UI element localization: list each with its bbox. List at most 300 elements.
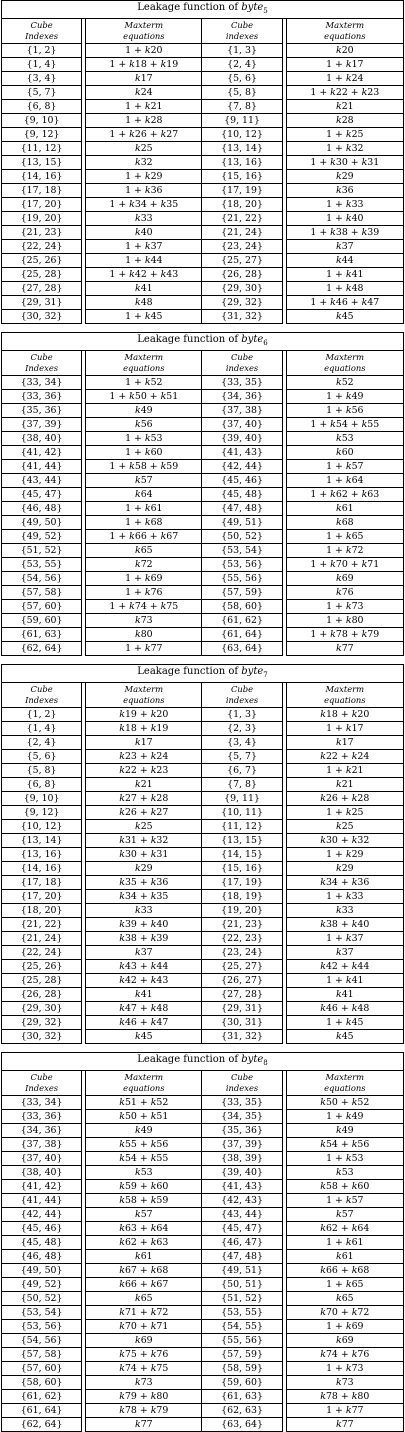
maxterm-equation-cell: 1 + k72: [286, 544, 403, 558]
maxterm-equation-cell: k58 + k59: [86, 1194, 202, 1208]
table-row: [2, 1292, 404, 1306]
table-row: [2, 100, 404, 114]
table-title: [2, 1053, 404, 1071]
cube-index-cell: {13, 15}: [202, 834, 282, 848]
table-row: [2, 848, 404, 862]
cube-index-cell: {58, 60}: [202, 600, 282, 614]
table-row: [2, 1376, 404, 1390]
maxterm-equation-cell: k46 + k48: [286, 1002, 403, 1016]
maxterm-equation-cell: k69: [86, 1334, 202, 1348]
header-cube-indexes-left: Cube Indexes: [2, 1071, 82, 1096]
cube-index-cell: {19, 20}: [202, 904, 282, 918]
table-title: [2, 1, 404, 19]
header-cube-indexes-right: Cube indexes: [202, 683, 282, 708]
cube-index-cell: {47, 48}: [202, 1250, 282, 1264]
table-row: [2, 1348, 404, 1362]
maxterm-equation-cell: k22 + k24: [286, 750, 403, 764]
table-title-row: [2, 1053, 404, 1071]
maxterm-equation-cell: 1 + k18 + k19: [86, 58, 202, 72]
cube-index-cell: {45, 48}: [2, 1236, 82, 1250]
cube-index-cell: {30, 32}: [2, 310, 82, 324]
table-row: [2, 198, 404, 212]
table-row: [2, 446, 404, 460]
cube-index-cell: {25, 27}: [202, 254, 282, 268]
maxterm-equation-cell: 1 + k41: [286, 974, 403, 988]
table-row: [2, 128, 404, 142]
maxterm-equation-cell: 1 + k53: [286, 1152, 403, 1166]
maxterm-equation-cell: k37: [286, 240, 403, 254]
maxterm-equation-cell: 1 + k70 + k71: [286, 558, 403, 572]
maxterm-equation-cell: k40: [86, 226, 202, 240]
maxterm-equation-cell: 1 + k62 + k63: [286, 488, 403, 502]
maxterm-equation-cell: 1 + k45: [86, 310, 202, 324]
maxterm-equation-cell: k45: [86, 1030, 202, 1044]
table-row: [2, 460, 404, 474]
maxterm-equation-cell: k69: [286, 572, 403, 586]
table-row: [2, 736, 404, 750]
table-row: [2, 1222, 404, 1236]
maxterm-equation-cell: 1 + k32: [286, 142, 403, 156]
cube-index-cell: {47, 48}: [202, 502, 282, 516]
cube-index-cell: {49, 50}: [2, 1264, 82, 1278]
maxterm-equation-cell: 1 + k50 + k51: [86, 390, 202, 404]
maxterm-equation-cell: 1 + k28: [86, 114, 202, 128]
table-row: [2, 58, 404, 72]
maxterm-equation-cell: k31 + k32: [86, 834, 202, 848]
maxterm-equation-cell: k49: [86, 404, 202, 418]
table-row: [2, 1030, 404, 1044]
maxterm-equation-cell: k64: [86, 488, 202, 502]
table-row: [2, 310, 404, 324]
table-row: [2, 516, 404, 530]
cube-index-cell: {41, 43}: [202, 1180, 282, 1194]
maxterm-equation-cell: k70 + k72: [286, 1306, 403, 1320]
maxterm-equation-cell: k49: [86, 1124, 202, 1138]
maxterm-equation-cell: 1 + k65: [286, 1278, 403, 1292]
cube-index-cell: {51, 52}: [202, 1292, 282, 1306]
table-row: [2, 1138, 404, 1152]
cube-index-cell: {61, 62}: [2, 1390, 82, 1404]
cube-index-cell: {39, 40}: [202, 432, 282, 446]
maxterm-equation-cell: k74 + k76: [286, 1348, 403, 1362]
header-maxterm-equations-right: Maxterm equations: [286, 19, 403, 44]
maxterm-equation-cell: k36: [286, 184, 403, 198]
maxterm-equation-cell: k18 + k20: [286, 708, 403, 722]
maxterm-equation-cell: k49: [286, 1124, 403, 1138]
cube-index-cell: {41, 44}: [2, 1194, 82, 1208]
maxterm-equation-cell: 1 + k61: [86, 502, 202, 516]
leakage-tables-page: [1, 0, 404, 1432]
table-row: [2, 1404, 404, 1418]
cube-index-cell: {62, 64}: [2, 642, 82, 656]
cube-index-cell: {5, 8}: [2, 764, 82, 778]
cube-index-cell: {53, 56}: [2, 1320, 82, 1334]
maxterm-equation-cell: k45: [286, 310, 403, 324]
maxterm-equation-cell: k41: [86, 282, 202, 296]
table-row: [2, 1390, 404, 1404]
maxterm-equation-cell: k61: [286, 502, 403, 516]
maxterm-equation-cell: k57: [86, 474, 202, 488]
cube-index-cell: {17, 20}: [2, 890, 82, 904]
table-row: [2, 820, 404, 834]
cube-index-cell: {37, 38}: [202, 404, 282, 418]
table-row: [2, 1208, 404, 1222]
maxterm-equation-cell: 1 + k29: [86, 170, 202, 184]
maxterm-equation-cell: k50 + k51: [86, 1110, 202, 1124]
maxterm-equation-cell: k21: [286, 100, 403, 114]
table-title-sub: 5: [263, 7, 268, 15]
table-row: [2, 862, 404, 876]
cube-index-cell: {5, 7}: [2, 86, 82, 100]
table-row: [2, 1418, 404, 1432]
cube-index-cell: {15, 16}: [202, 862, 282, 876]
table-row: [2, 488, 404, 502]
cube-index-cell: {25, 28}: [2, 268, 82, 282]
table-row: [2, 1016, 404, 1030]
maxterm-equation-cell: k42 + k44: [286, 960, 403, 974]
cube-index-cell: {49, 52}: [2, 1278, 82, 1292]
cube-index-cell: {13, 16}: [2, 848, 82, 862]
maxterm-equation-cell: k54 + k55: [86, 1152, 202, 1166]
maxterm-equation-cell: 1 + k60: [86, 446, 202, 460]
maxterm-equation-cell: k55 + k56: [86, 1138, 202, 1152]
table-row: [2, 1320, 404, 1334]
cube-index-cell: {34, 35}: [202, 1110, 282, 1124]
table-row: [2, 764, 404, 778]
cube-index-cell: {14, 16}: [2, 862, 82, 876]
maxterm-equation-cell: k29: [86, 862, 202, 876]
maxterm-equation-cell: k77: [286, 642, 403, 656]
table-row: [2, 876, 404, 890]
cube-index-cell: {53, 54}: [2, 1306, 82, 1320]
table-row: [2, 628, 404, 642]
cube-index-cell: {33, 36}: [2, 390, 82, 404]
cube-index-cell: {33, 36}: [2, 1110, 82, 1124]
maxterm-equation-cell: 1 + k25: [286, 806, 403, 820]
table-title-var: byte: [241, 2, 264, 13]
table-row: [2, 86, 404, 100]
maxterm-equation-cell: k43 + k44: [86, 960, 202, 974]
maxterm-equation-cell: k38 + k40: [286, 918, 403, 932]
maxterm-equation-cell: 1 + k78 + k79: [286, 628, 403, 642]
maxterm-equation-cell: k79 + k80: [86, 1390, 202, 1404]
header-maxterm-equations-left: Maxterm equations: [86, 351, 202, 376]
maxterm-equation-cell: k21: [86, 778, 202, 792]
leakage-table: [1, 1052, 404, 1432]
maxterm-equation-cell: 1 + k46 + k47: [286, 296, 403, 310]
cube-index-cell: {42, 44}: [2, 1208, 82, 1222]
cube-index-cell: {61, 64}: [202, 628, 282, 642]
cube-index-cell: {43, 44}: [202, 1208, 282, 1222]
cube-index-cell: {26, 28}: [202, 268, 282, 282]
cube-index-cell: {29, 30}: [2, 1002, 82, 1016]
cube-index-cell: {9, 10}: [2, 792, 82, 806]
header-maxterm-equations-left: Maxterm equations: [86, 19, 202, 44]
maxterm-equation-cell: k66 + k68: [286, 1264, 403, 1278]
table-title-var: byte: [241, 334, 264, 345]
cube-index-cell: {30, 32}: [2, 1030, 82, 1044]
cube-index-cell: {38, 40}: [2, 1166, 82, 1180]
maxterm-equation-cell: k25: [86, 820, 202, 834]
cube-index-cell: {21, 22}: [202, 212, 282, 226]
maxterm-equation-cell: k47 + k48: [86, 1002, 202, 1016]
table-row: [2, 240, 404, 254]
table-row: [2, 1180, 404, 1194]
maxterm-equation-cell: k58 + k60: [286, 1180, 403, 1194]
maxterm-equation-cell: 1 + k53: [86, 432, 202, 446]
maxterm-equation-cell: k69: [286, 1334, 403, 1348]
cube-index-cell: {22, 24}: [2, 240, 82, 254]
maxterm-equation-cell: k66 + k67: [86, 1278, 202, 1292]
cube-index-cell: {9, 11}: [202, 792, 282, 806]
maxterm-equation-cell: 1 + k21: [286, 764, 403, 778]
cube-index-cell: {38, 39}: [202, 1152, 282, 1166]
cube-index-cell: {6, 8}: [2, 778, 82, 792]
cube-index-cell: {61, 63}: [202, 1390, 282, 1404]
maxterm-equation-cell: k33: [86, 904, 202, 918]
cube-index-cell: {17, 18}: [2, 876, 82, 890]
maxterm-equation-cell: k21: [286, 778, 403, 792]
maxterm-equation-cell: k76: [286, 586, 403, 600]
maxterm-equation-cell: 1 + k42 + k43: [86, 268, 202, 282]
maxterm-equation-cell: k30 + k32: [286, 834, 403, 848]
cube-index-cell: {63, 64}: [202, 1418, 282, 1432]
table-title-var: byte: [241, 1054, 264, 1065]
cube-index-cell: {17, 18}: [2, 184, 82, 198]
cube-index-cell: {41, 42}: [2, 1180, 82, 1194]
table-title-prefix: Leakage function of: [137, 666, 239, 677]
cube-index-cell: {3, 4}: [202, 736, 282, 750]
table-title-prefix: Leakage function of: [137, 2, 239, 13]
cube-index-cell: {6, 7}: [202, 764, 282, 778]
table-row: [2, 404, 404, 418]
maxterm-equation-cell: k37: [286, 946, 403, 960]
maxterm-equation-cell: 1 + k37: [286, 932, 403, 946]
maxterm-equation-cell: 1 + k45: [286, 1016, 403, 1030]
cube-index-cell: {58, 60}: [2, 1376, 82, 1390]
header-cube-indexes-right: Cube indexes: [202, 1071, 282, 1096]
cube-index-cell: {25, 26}: [2, 254, 82, 268]
cube-index-cell: {57, 58}: [2, 1348, 82, 1362]
cube-index-cell: {37, 38}: [2, 1138, 82, 1152]
maxterm-equation-cell: 1 + k77: [286, 1404, 403, 1418]
table-row: [2, 946, 404, 960]
maxterm-equation-cell: k71 + k72: [86, 1306, 202, 1320]
maxterm-equation-cell: k62 + k64: [286, 1222, 403, 1236]
table-title: [2, 665, 404, 683]
maxterm-equation-cell: k62 + k63: [86, 1236, 202, 1250]
cube-index-cell: {33, 34}: [2, 1096, 82, 1110]
maxterm-equation-cell: 1 + k17: [286, 58, 403, 72]
table-row: [2, 750, 404, 764]
cube-index-cell: {13, 14}: [202, 142, 282, 156]
cube-index-cell: {37, 40}: [2, 1152, 82, 1166]
maxterm-equation-cell: k57: [286, 1208, 403, 1222]
cube-index-cell: {57, 60}: [2, 600, 82, 614]
table-row: [2, 1236, 404, 1250]
table-row: [2, 1278, 404, 1292]
cube-index-cell: {5, 6}: [2, 750, 82, 764]
table-row: [2, 1334, 404, 1348]
maxterm-equation-cell: 1 + k20: [86, 44, 202, 58]
cube-index-cell: {46, 47}: [202, 1236, 282, 1250]
table-row: [2, 502, 404, 516]
cube-index-cell: {18, 19}: [202, 890, 282, 904]
cube-index-cell: {46, 48}: [2, 1250, 82, 1264]
table-row: [2, 432, 404, 446]
cube-index-cell: {2, 4}: [2, 736, 82, 750]
cube-index-cell: {55, 56}: [202, 572, 282, 586]
maxterm-equation-cell: 1 + k73: [286, 600, 403, 614]
cube-index-cell: {41, 43}: [202, 446, 282, 460]
maxterm-equation-cell: k39 + k40: [86, 918, 202, 932]
cube-index-cell: {1, 3}: [202, 44, 282, 58]
cube-index-cell: {11, 12}: [2, 142, 82, 156]
cube-index-cell: {57, 60}: [2, 1362, 82, 1376]
maxterm-equation-cell: 1 + k21: [86, 100, 202, 114]
table-row: [2, 722, 404, 736]
maxterm-equation-cell: 1 + k56: [286, 404, 403, 418]
maxterm-equation-cell: k77: [286, 1418, 403, 1432]
maxterm-equation-cell: 1 + k48: [286, 282, 403, 296]
cube-index-cell: {53, 55}: [202, 1306, 282, 1320]
maxterm-equation-cell: k23 + k24: [86, 750, 202, 764]
maxterm-equation-cell: k19 + k20: [86, 708, 202, 722]
table-row: [2, 558, 404, 572]
cube-index-cell: {11, 12}: [202, 820, 282, 834]
maxterm-equation-cell: k73: [86, 614, 202, 628]
cube-index-cell: {1, 3}: [202, 708, 282, 722]
column-header-row: [2, 683, 404, 708]
cube-index-cell: {63, 64}: [202, 642, 282, 656]
table-row: [2, 806, 404, 820]
cube-index-cell: {49, 51}: [202, 1264, 282, 1278]
cube-index-cell: {1, 4}: [2, 722, 82, 736]
cube-index-cell: {30, 31}: [202, 1016, 282, 1030]
cube-index-cell: {38, 40}: [2, 432, 82, 446]
cube-index-cell: {17, 20}: [2, 198, 82, 212]
table-row: [2, 1110, 404, 1124]
cube-index-cell: {42, 44}: [202, 460, 282, 474]
cube-index-cell: {21, 22}: [2, 918, 82, 932]
cube-index-cell: {41, 42}: [2, 446, 82, 460]
table-row: [2, 988, 404, 1002]
table-row: [2, 974, 404, 988]
cube-index-cell: {34, 36}: [202, 390, 282, 404]
maxterm-equation-cell: k41: [286, 988, 403, 1002]
cube-index-cell: {53, 56}: [202, 558, 282, 572]
table-row: [2, 586, 404, 600]
cube-index-cell: {37, 39}: [2, 418, 82, 432]
cube-index-cell: {49, 50}: [2, 516, 82, 530]
maxterm-equation-cell: 1 + k24: [286, 72, 403, 86]
table-row: [2, 1096, 404, 1110]
maxterm-equation-cell: k77: [86, 1418, 202, 1432]
cube-index-cell: {43, 44}: [2, 474, 82, 488]
header-maxterm-equations-right: Maxterm equations: [286, 351, 403, 376]
cube-index-cell: {57, 59}: [202, 1348, 282, 1362]
cube-index-cell: {59, 60}: [2, 614, 82, 628]
table-title-var: byte: [241, 666, 264, 677]
header-maxterm-equations-left: Maxterm equations: [86, 1071, 202, 1096]
maxterm-equation-cell: k60: [286, 446, 403, 460]
cube-index-cell: {50, 52}: [2, 1292, 82, 1306]
table-title-sub: 6: [263, 339, 268, 347]
cube-index-cell: {50, 51}: [202, 1278, 282, 1292]
maxterm-equation-cell: 1 + k57: [286, 1194, 403, 1208]
cube-index-cell: {13, 15}: [2, 156, 82, 170]
cube-index-cell: {54, 55}: [202, 1320, 282, 1334]
maxterm-equation-cell: k41: [86, 988, 202, 1002]
cube-index-cell: {27, 28}: [2, 282, 82, 296]
table-row: [2, 614, 404, 628]
cube-index-cell: {5, 7}: [202, 750, 282, 764]
cube-index-cell: {42, 43}: [202, 1194, 282, 1208]
cube-index-cell: {10, 12}: [2, 820, 82, 834]
maxterm-equation-cell: k44: [286, 254, 403, 268]
cube-index-cell: {25, 28}: [2, 974, 82, 988]
maxterm-equation-cell: 1 + k69: [286, 1320, 403, 1334]
table-row: [2, 1250, 404, 1264]
maxterm-equation-cell: k33: [286, 904, 403, 918]
cube-index-cell: {23, 24}: [202, 240, 282, 254]
maxterm-equation-cell: 1 + k52: [86, 376, 202, 390]
cube-index-cell: {61, 64}: [2, 1404, 82, 1418]
cube-index-cell: {62, 63}: [202, 1404, 282, 1418]
maxterm-equation-cell: k68: [286, 516, 403, 530]
table-row: [2, 1166, 404, 1180]
cube-index-cell: {50, 52}: [202, 530, 282, 544]
cube-index-cell: {21, 24}: [2, 932, 82, 946]
cube-index-cell: {3, 4}: [2, 72, 82, 86]
table-title-row: [2, 333, 404, 351]
maxterm-equation-cell: k73: [286, 1376, 403, 1390]
cube-index-cell: {7, 8}: [202, 100, 282, 114]
cube-index-cell: {9, 11}: [202, 114, 282, 128]
maxterm-equation-cell: k65: [86, 544, 202, 558]
table-row: [2, 72, 404, 86]
maxterm-equation-cell: 1 + k64: [286, 474, 403, 488]
maxterm-equation-cell: k53: [286, 432, 403, 446]
maxterm-equation-cell: k42 + k43: [86, 974, 202, 988]
maxterm-equation-cell: 1 + k77: [86, 642, 202, 656]
cube-index-cell: {33, 35}: [202, 376, 282, 390]
maxterm-equation-cell: k65: [86, 1292, 202, 1306]
cube-index-cell: {17, 19}: [202, 876, 282, 890]
cube-index-cell: {59, 60}: [202, 1376, 282, 1390]
maxterm-equation-cell: k48: [86, 296, 202, 310]
maxterm-equation-cell: k26 + k27: [86, 806, 202, 820]
maxterm-equation-cell: k78 + k79: [86, 1404, 202, 1418]
table-row: [2, 792, 404, 806]
table-row: [2, 212, 404, 226]
maxterm-equation-cell: 1 + k17: [286, 722, 403, 736]
table-row: [2, 474, 404, 488]
maxterm-equation-cell: k25: [86, 142, 202, 156]
cube-index-cell: {45, 47}: [2, 488, 82, 502]
cube-index-cell: {25, 26}: [2, 960, 82, 974]
maxterm-equation-cell: k24: [86, 86, 202, 100]
maxterm-equation-cell: 1 + k57: [286, 460, 403, 474]
cube-index-cell: {29, 32}: [2, 1016, 82, 1030]
maxterm-equation-cell: k65: [286, 1292, 403, 1306]
table-row: [2, 142, 404, 156]
table-row: [2, 890, 404, 904]
table-row: [2, 544, 404, 558]
cube-index-cell: {29, 30}: [202, 282, 282, 296]
cube-index-cell: {9, 10}: [2, 114, 82, 128]
maxterm-equation-cell: 1 + k30 + k31: [286, 156, 403, 170]
